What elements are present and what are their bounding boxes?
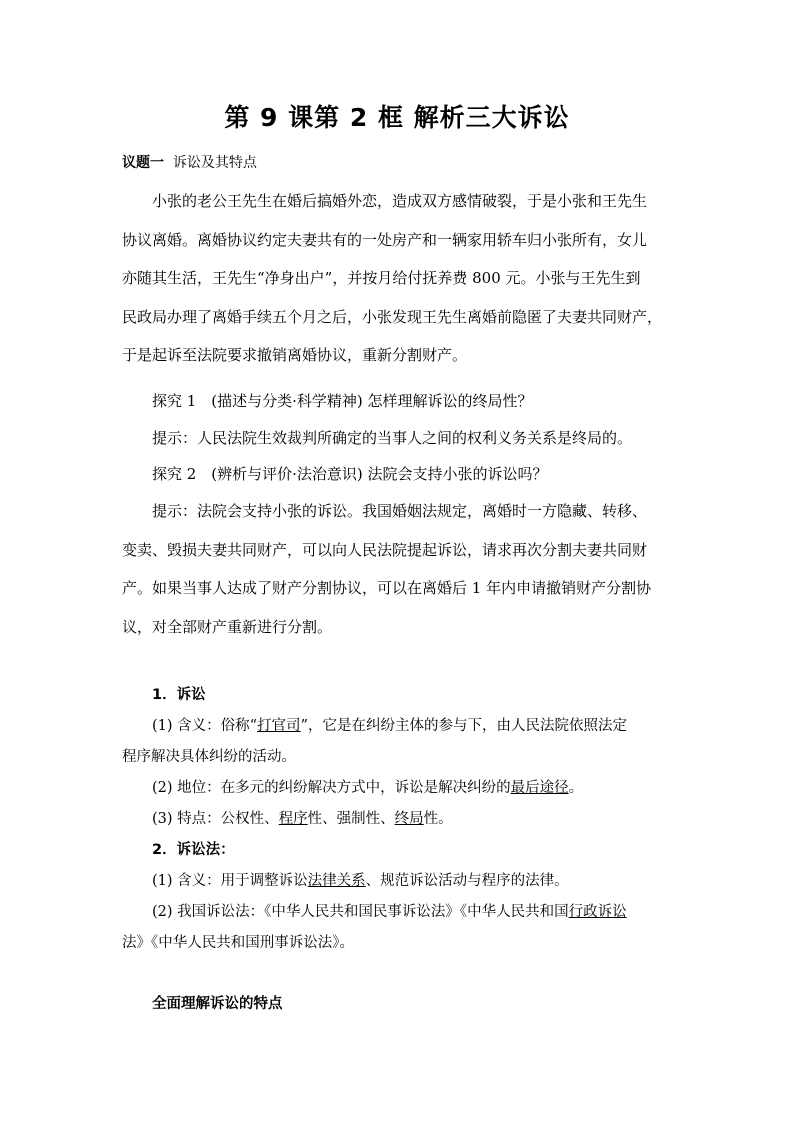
underlined-term: 法律关系	[307, 873, 366, 889]
knowledge-points	[122, 680, 682, 959]
text: (2) 我国诉讼法：《中华人民共和国民事诉讼法》《中华人民共和国	[152, 904, 569, 920]
footer-heading: 全面理解诉讼的特点	[152, 996, 283, 1012]
text: (1) 含义：用于调整诉讼	[152, 873, 308, 889]
section-label	[122, 152, 257, 172]
scenario-line: 小张的老公王先生在婚后搞婚外恋，造成双方感情破裂，于是小张和王先生	[152, 192, 648, 210]
point-1-heading: 1．诉讼	[152, 687, 206, 703]
answer-2	[122, 492, 682, 646]
answer-2-line: 议，对全部财产重新进行分割。	[122, 617, 333, 636]
text: ”，它是在纠纷主体的参与下，由人民法院依照法定	[300, 718, 627, 734]
page-title: 第 9 课第 2 框 解析三大诉讼	[224, 103, 570, 132]
answer-2-line: 变卖、毁损夫妻共同财产，可以向人民法院提起诉讼，请求再次分割夫妻共同财	[122, 540, 648, 559]
answer-2-line: 产。如果当事人达成了财产分割协议，可以在离婚后 1 年内申请撤销财产分割协	[122, 579, 652, 597]
point-1-1	[122, 711, 682, 742]
underlined-term: 最后途径	[510, 780, 569, 796]
scenario-line: 协议离婚。离婚协议约定夫妻共有的一处房产和一辆家用轿车归小张所有，女儿	[122, 230, 648, 249]
point-2-2-cont: 法》《中华人民共和国刑事诉讼法》。	[122, 935, 354, 951]
underlined-term: 打官司	[257, 718, 301, 734]
point-1-3	[122, 804, 682, 835]
answer-1: 提示：人民法院生效裁判所确定的当事人之间的权利义务关系是终局的。	[152, 429, 633, 447]
section-topic: 诉讼及其特点	[172, 155, 257, 171]
underlined-term: 程序	[278, 811, 308, 827]
answer-2-line: 提示：法院会支持小张的诉讼。我国婚姻法规定，离婚时一方隐藏、转移、	[152, 502, 648, 520]
text: 性。	[423, 811, 453, 827]
question-2: 探究 2 (辨析与评价·法治意识) 法院会支持小张的诉讼吗？	[152, 465, 548, 483]
text: 、规范诉讼活动与程序的法律。	[365, 873, 569, 889]
text: (3) 特点：公权性、	[152, 811, 279, 827]
text: (2) 地位：在多元的纠纷解决方式中，诉讼是解决纠纷的	[152, 780, 511, 796]
question-1: 探究 1 (描述与分类·科学精神) 怎样理解诉讼的终局性？	[152, 392, 533, 410]
point-2-heading: 2．诉讼法：	[152, 842, 235, 858]
point-1-2	[122, 773, 682, 804]
scenario-line: 亦随其生活，王先生“净身出户”，并按月给付抚养费 800 元。小张与王先生到	[122, 269, 641, 287]
text: 。	[568, 780, 584, 796]
point-2-1	[122, 866, 682, 897]
text: 性、强制性、	[307, 811, 395, 827]
text: (1) 含义：俗称“	[152, 718, 258, 734]
scenario-line: 于是起诉至法院要求撤销离婚协议，重新分割财产。	[122, 346, 468, 364]
point-1-1-cont: 程序解决具体纠纷的活动。	[122, 749, 296, 765]
point-2-2	[122, 897, 682, 928]
underlined-term: 终局	[394, 811, 424, 827]
underlined-term: 行政诉讼	[568, 904, 627, 920]
scenario-paragraph	[122, 182, 682, 375]
section-number: 议题一	[122, 155, 164, 171]
scenario-line: 民政局办理了离婚手续五个月之后，小张发现王先生离婚前隐匿了夫妻共同财产，	[122, 307, 663, 326]
